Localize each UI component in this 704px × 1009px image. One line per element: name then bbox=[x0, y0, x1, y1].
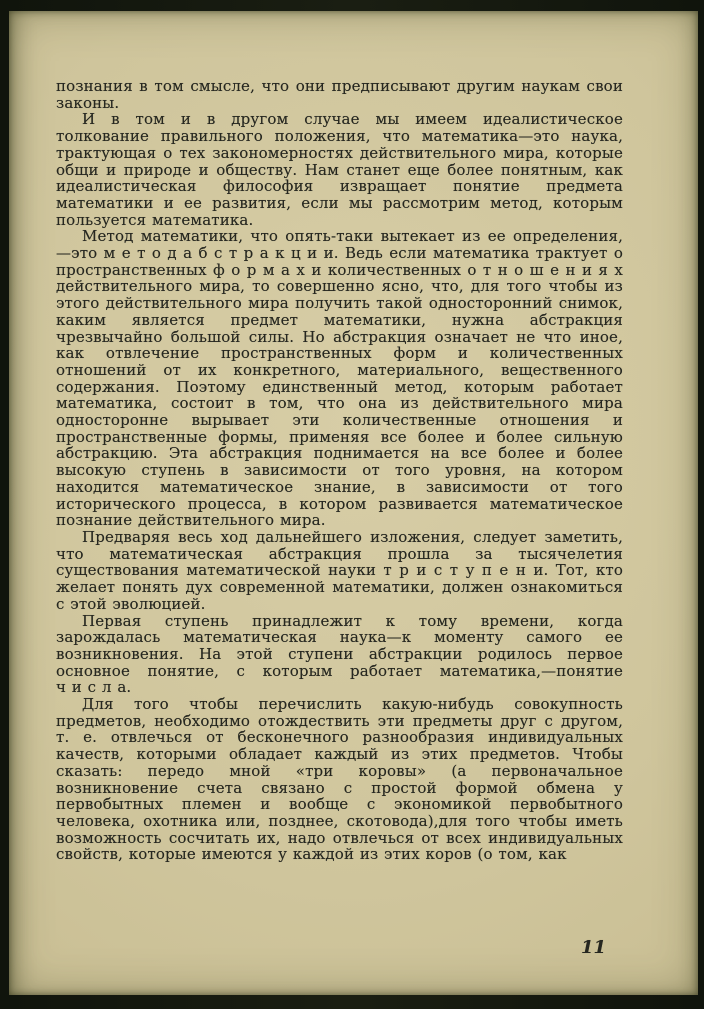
paragraph: Метод математики, что опять-таки вытекает из ее определения,—это м е т о д а б с т р а к ц и и. Ведь если математика трактует о пространственных ф о р м а х и количественных о т н о ш е н и я х действительного мира, то совершенно ясно, что, для того чтобы из этого действительного мира получить такой односторонний снимок, каким является предмет математики, нужна абстракция чрезвычайно большой силы. Но абстракция означает не что иное, как отвлечение пространственных форм и количественных отношений от их конкретного, материального, вещественного содержания. Поэтому единственный метод, которым работает математика, состоит в том, что она из действительного мира односторонне вырывает эти количественные отношения и пространственные формы, применяя все более и более сильную абстракцию. Эта абстракция поднимается на все более и более высокую ступень в зависимости от того уровня, на котором находится математическое знание, в зависимости от того исторического процесса, в котором развивается математическое познание действительного мира. bbox=[56, 227, 623, 530]
paper-surface bbox=[9, 11, 698, 995]
paragraph: Предваряя весь ход дальнейшего изложения, следует заметить, что математическая абстракция прошла за тысячелетия существования математической науки т р и с т у п е н и. Тот, кто желает понять дух современной математики, должен ознакомиться с этой эволюцией. bbox=[56, 527, 623, 613]
paragraph: И в том и в другом случае мы имеем идеалистическое толкование правильного положения, что математика—это наука, трактующая о тех закономерностях действительного мира, которые общи и природе и обществу. Нам станет еще более понятным, как идеалистическая философия извращает понятие предмета математики и ее развития, если мы рассмотрим метод, которым пользуется математика. bbox=[56, 110, 623, 229]
paragraph: Для того чтобы перечислить какую-нибудь совокупность предметов, необходимо отождествить эти предметы друг с другом, т. е. отвлечься от бесконечного разнообразия индивидуальных качеств, которыми обладает каждый из этих предметов. Чтобы сказать: передо мной «три коровы» (а первоначальное возникновение счета связано с простой формой обмена у первобытных племен и вообще с экономикой первобытного человека, охотника или, позднее, скотовода),для того чтобы иметь возможность сосчитать их, надо отвлечься от всех индивидуальных свойств, которые имеются у каждой из этих коров (о том, как bbox=[56, 695, 623, 864]
paragraph: Первая ступень принадлежит к тому времени, когда зарождалась математическая наука—к моменту самого ее возникновения. На этой ступени абстракции родилось первое основное понятие, с которым работает математика,—понятие ч и с л а. bbox=[56, 611, 623, 697]
body-text bbox=[56, 78, 623, 863]
page-number: 11 bbox=[581, 937, 607, 958]
paragraph: познания в том смысле, что они предписывают другим наукам свои законы. bbox=[56, 77, 623, 112]
